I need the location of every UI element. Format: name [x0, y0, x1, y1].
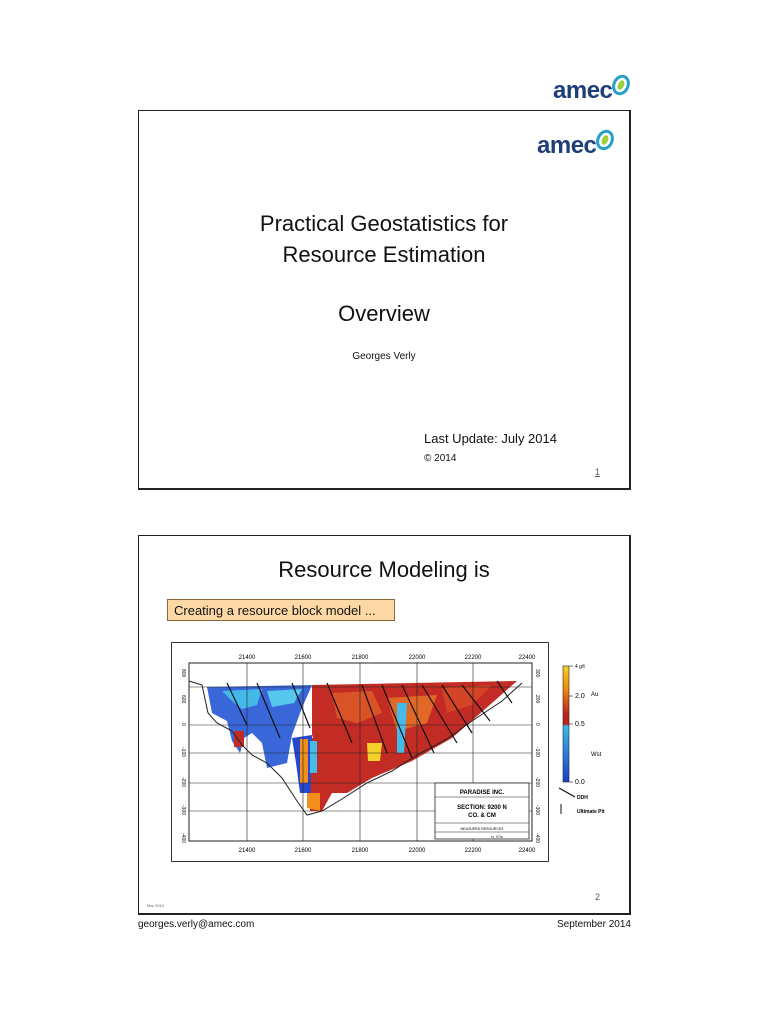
- y-tick-right-5: -300: [534, 805, 540, 816]
- slide1-update: Last Update: July 2014: [424, 431, 557, 446]
- info-company: PARADISE INC.: [459, 790, 505, 796]
- info-ref: rv_07m: [491, 835, 503, 839]
- x-tick-bottom-0: 21400: [238, 848, 256, 854]
- x-tick-top-4: 22200: [464, 655, 482, 661]
- slide1-logo-swirl-icon: [595, 129, 615, 151]
- y-tick-right-1: 200: [534, 695, 540, 704]
- slide1-title-line2: Resource Estimation: [282, 242, 486, 267]
- slide1-author: Georges Verly: [352, 351, 416, 362]
- legend-au: Au: [591, 692, 599, 698]
- legend-v05: 0.5: [575, 721, 585, 728]
- slide1-copyright: © 2014: [424, 453, 457, 464]
- footer-date: September 2014: [557, 919, 631, 930]
- x-tick-top-3: 22000: [408, 655, 426, 661]
- slide2-title: Resource Modeling is: [278, 557, 490, 582]
- slide1-title: [139, 208, 629, 270]
- y-tick-right-2: 0: [534, 723, 540, 726]
- slide1-title-line1: Practical Geostatistics for: [259, 211, 509, 236]
- legend-ddh: DDH: [577, 795, 588, 801]
- info-small: MEASURED RESOURCES: [460, 827, 504, 831]
- y-tick-left-4: -200: [180, 777, 186, 788]
- legend-waste: Wst: [591, 752, 602, 758]
- info-section: SECTION: 9200 N: [457, 805, 507, 811]
- y-tick-left-0: 800: [180, 669, 186, 678]
- y-tick-left-1: 600: [180, 695, 186, 704]
- section-plot: [172, 643, 548, 861]
- y-tick-left-6: -400: [180, 833, 186, 844]
- footer-email: georges.verly@amec.com: [138, 919, 255, 930]
- x-tick-bottom-2: 21800: [351, 848, 369, 854]
- legend-colorbar: [563, 666, 569, 782]
- slide1-amec-logo: [537, 133, 617, 159]
- x-tick-top-2: 21800: [351, 655, 369, 661]
- legend-v2: 2.0: [575, 693, 585, 700]
- x-tick-bottom-1: 21600: [294, 848, 312, 854]
- slide-2: [138, 535, 631, 915]
- logo-text: amec: [553, 77, 613, 104]
- legend-pit: Ultimate Pit: [577, 809, 605, 815]
- amec-logo: [553, 78, 633, 104]
- y-tick-right-6: -400: [534, 833, 540, 844]
- slide1-logo-text: amec: [537, 132, 597, 159]
- logo-swirl-icon: [611, 74, 631, 96]
- slide1-page-number: 1: [595, 467, 601, 477]
- slide2-page-number: 2: [595, 892, 601, 902]
- y-tick-right-3: -100: [534, 747, 540, 758]
- y-tick-right-4: -200: [534, 777, 540, 788]
- grade-legend: [557, 658, 627, 818]
- legend-top-label: 4 g/t: [575, 664, 585, 670]
- slide2-callout: Creating a resource block model ...: [167, 599, 395, 621]
- x-tick-top-5: 22400: [518, 655, 536, 661]
- y-tick-left-5: -300: [180, 805, 186, 816]
- y-tick-right-0: 300: [534, 669, 540, 678]
- x-tick-top-1: 21600: [294, 655, 312, 661]
- x-tick-bottom-4: 22200: [464, 848, 482, 854]
- info-grades: CO. & CM: [468, 813, 496, 819]
- x-tick-bottom-3: 22000: [408, 848, 426, 854]
- legend-svg: [557, 658, 627, 818]
- slide-1: [138, 110, 631, 490]
- y-tick-left-2: 0: [180, 723, 186, 726]
- y-tick-left-3: -100: [180, 747, 186, 758]
- legend-v0: 0.0: [575, 779, 585, 786]
- info-box: [435, 783, 529, 839]
- resource-section-figure: [171, 642, 549, 862]
- x-tick-top-0: 21400: [238, 655, 256, 661]
- slide2-small-footer: Mar 2010: [147, 903, 164, 908]
- slide1-subtitle: Overview: [338, 301, 430, 326]
- x-tick-bottom-5: 22400: [518, 848, 536, 854]
- legend-ddh-icon: [559, 788, 575, 797]
